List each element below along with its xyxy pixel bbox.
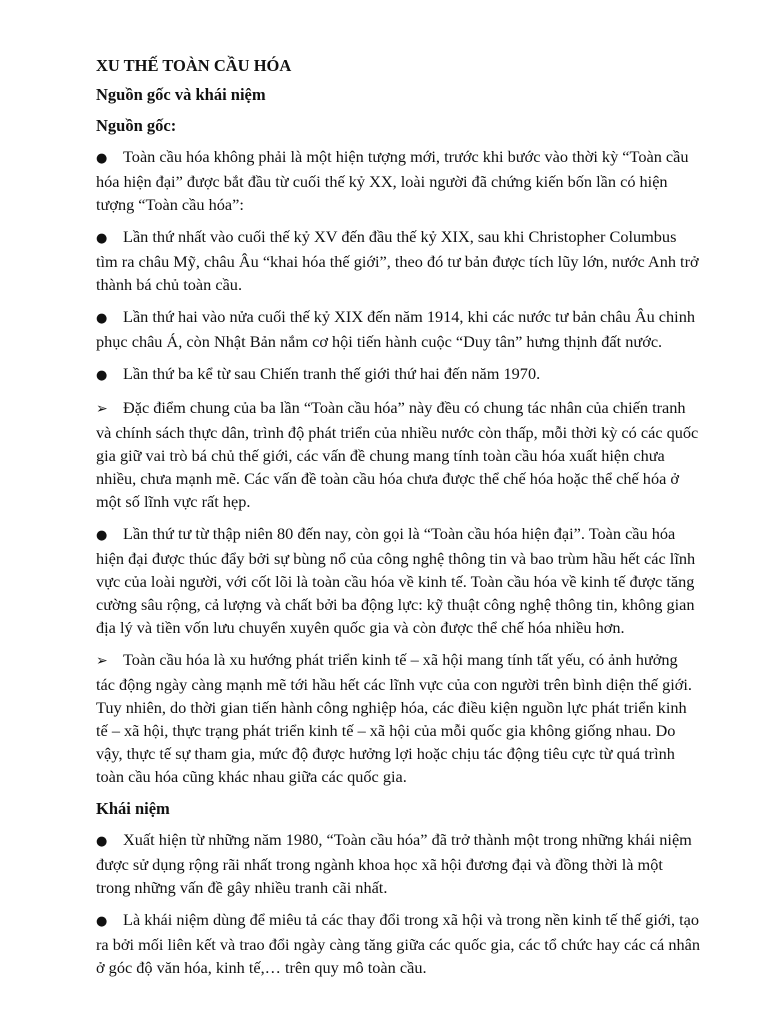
paragraph-globalization-trend — [96, 648, 700, 788]
bullet-icon: ● — [96, 914, 108, 929]
bullet-icon: ● — [96, 834, 108, 849]
paragraph-text: Lần thứ ba kể từ sau Chiến tranh thế giới thứ hai đến năm 1970. — [123, 364, 541, 383]
paragraph-text: Xuất hiện từ những năm 1980, “Toàn cầu hóa” đã trở thành một trong những khái niệm được sử dụng rộng rãi nhất trong ngành khoa học xã hội đương đại và đồng thời là một trong những vấn đề gây nhiều tranh cãi nhất. — [96, 830, 692, 897]
paragraph-text: Đặc điểm chung của ba lần “Toàn cầu hóa” này đều có chung tác nhân của chiến tranh và chính sách thực dân, trình độ phát triển của nhiều nước còn thấp, mỗi thời kỳ có các quốc gia giữ vai trò bá chủ thế giới, các vấn đề chung mang tính toàn cầu hóa xuất hiện chưa nhiều, chưa mạnh mẽ. Các vấn đề toàn cầu hóa chưa được thể chế hóa hoặc thể chế hóa ở một số lĩnh vực rất hẹp. — [96, 398, 699, 511]
paragraph-concept-definition — [96, 908, 700, 979]
bullet-icon: ● — [96, 368, 108, 383]
paragraph-text: Lần thứ nhất vào cuối thế kỷ XV đến đầu thế kỷ XIX, sau khi Christopher Columbus tìm ra châu Mỹ, châu Âu “khai hóa thế giới”, theo đó tư bản được tích lũy lớn, nước Anh trở thành bá chủ toàn cầu. — [96, 227, 699, 294]
paragraph-first-wave — [96, 225, 700, 296]
bullet-icon: ● — [96, 151, 108, 166]
bullet-icon: ● — [96, 528, 108, 543]
paragraph-fourth-wave — [96, 522, 700, 639]
paragraph-text: Là khái niệm dùng để miêu tả các thay đổi trong xã hội và trong nền kinh tế thế giới, tạo ra bởi mối liên kết và trao đổi ngày càng tăng giữa các quốc gia, các tổ chức hay các cá nhân ở góc độ văn hóa, kinh tế,… trên quy mô toàn cầu. — [96, 910, 700, 977]
paragraph-common-features — [96, 396, 700, 513]
paragraph-text: Lần thứ tư từ thập niên 80 đến nay, còn gọi là “Toàn cầu hóa hiện đại”. Toàn cầu hóa hiện đại được thúc đẩy bởi sự bùng nổ của công nghệ thông tin và bao trùm hầu hết các lĩnh vực của loài người, với cốt lõi là toàn cầu hóa về kinh tế. Toàn cầu hóa về kinh tế được tăng cường sâu rộng, cả lượng và chất bởi ba động lực: kỹ thuật công nghệ thông tin, không gian địa lý và tiền vốn lưu chuyển xuyên quốc gia và còn được thể chế hóa nhiều hơn. — [96, 524, 696, 637]
document-title: XU THẾ TOÀN CẦU HÓA — [96, 56, 292, 75]
arrow-bullet-icon: ➢ — [96, 401, 108, 417]
paragraph-second-wave — [96, 305, 700, 353]
paragraph-text: Lần thứ hai vào nửa cuối thế kỷ XIX đến năm 1914, khi các nước tư bản châu Âu chinh phục châu Á, còn Nhật Bản nắm cơ hội tiến hành cuộc “Duy tân” hưng thịnh đất nước. — [96, 307, 695, 351]
paragraph-text: Toàn cầu hóa là xu hướng phát triển kinh tế – xã hội mang tính tất yếu, có ảnh hưởng tác động ngày càng mạnh mẽ tới hầu hết các lĩnh vực của con người trên bình diện thế giới. Tuy nhiên, do thời gian tiến hành công nghiệp hóa, các điều kiện nguồn lực phát triển kinh tế – xã hội, thực trạng phát triển kinh tế – xã hội của mỗi quốc gia không giống nhau. Do vậy, thực tế sự tham gia, mức độ được hưởng lợi hoặc chịu tác động tiêu cực từ quá trình toàn cầu hóa cũng khác nhau giữa các quốc gia. — [96, 650, 692, 786]
paragraph-third-wave — [96, 362, 700, 387]
bullet-icon: ● — [96, 311, 108, 326]
arrow-bullet-icon: ➢ — [96, 653, 108, 669]
bullet-icon: ● — [96, 231, 108, 246]
subheading-concept: Khái niệm — [96, 799, 170, 818]
subheading-origin: Nguồn gốc: — [96, 116, 177, 135]
paragraph-text: Toàn cầu hóa không phải là một hiện tượng mới, trước khi bước vào thời kỳ “Toàn cầu hóa hiện đại” được bắt đầu từ cuối thế kỷ XX, loài người đã chứng kiến bốn lần có hiện tượng “Toàn cầu hóa”: — [96, 147, 689, 214]
paragraph-concept-origin — [96, 828, 700, 899]
paragraph-origin-intro — [96, 145, 700, 216]
section-heading-origin-concept: Nguồn gốc và khái niệm — [96, 85, 266, 104]
